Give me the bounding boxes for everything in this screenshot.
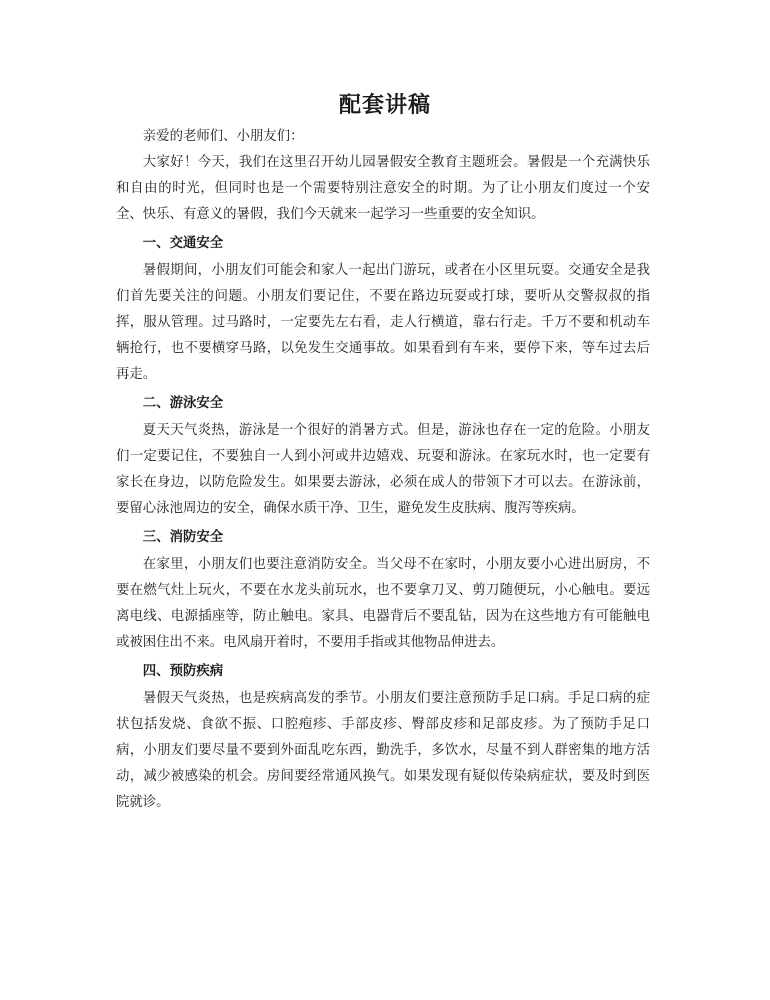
- section-body-traffic: 暑假期间，小朋友们可能会和家人一起出门游玩，或者在小区里玩耍。交通安全是我们首先要关注的问题。小朋友们要记住，不要在路边玩耍或打球，要听从交警叔叔的指挥，服从管理。过马路时，一定要先左右看，走人行横道，靠右行走。千万不要和机动车辆抢行，也不要横穿马路，以免发生交通事故。如果看到有车来，要停下来，等车过去后再走。: [116, 263, 650, 382]
- section-heading-fire: 三、消防安全: [142, 529, 224, 545]
- document-body: [116, 124, 650, 816]
- section-body-fire: 在家里，小朋友们也要注意消防安全。当父母不在家时，小朋友要小心进出厨房，不要在燃气灶上玩火，不要在水龙头前玩水，也不要拿刀叉、剪刀随便玩，小心触电。要远离电线、电源插座等，防止触电。家具、电器背后不要乱钻，因为在这些地方有可能触电或被困住出不来。电风扇开着时，不要用手指或其他物品伸进去。: [116, 557, 650, 650]
- page-title: 配套讲稿: [338, 92, 431, 118]
- section-body-disease: 暑假天气炎热，也是疾病高发的季节。小朋友们要注意预防手足口病。手足口病的症状包括发烧、食欲不振、口腔疱疹、手部皮疹、臀部皮疹和足部皮疹。为了预防手足口病，小朋友们要尽量不要到外面乱吃东西，勤洗手，多饮水，尽量不到人群密集的地方活动，减少被感染的机会。房间要经常通风换气。如果发现有疑似传染病症状，要及时到医院就诊。: [116, 691, 650, 810]
- intro-paragraph: 大家好！今天，我们在这里召开幼儿园暑假安全教育主题班会。暑假是一个充满快乐和自由的时光，但同时也是一个需要特别注意安全的时期。为了让小朋友们度过一个安全、快乐、有意义的暑假，我们今天就来一起学习一些重要的安全知识。: [116, 155, 650, 222]
- section-heading-disease: 四、预防疾病: [142, 663, 224, 679]
- salutation: 亲爱的老师们、小朋友们：: [142, 129, 304, 144]
- section-heading-traffic: 一、交通安全: [142, 235, 224, 251]
- section-heading-swimming: 二、游泳安全: [142, 395, 224, 411]
- section-body-swimming: 夏天天气炎热，游泳是一个很好的消暑方式。但是，游泳也存在一定的危险。小朋友们一定要记住，不要独自一人到小河或井边嬉戏、玩耍和游泳。在家玩水时，也一定要有家长在身边，以防危险发生。如果要去游泳，必须在成人的带领下才可以去。在游泳前，要留心泳池周边的安全，确保水质干净、卫生，避免发生皮肤病、腹泻等疾病。: [116, 423, 650, 516]
